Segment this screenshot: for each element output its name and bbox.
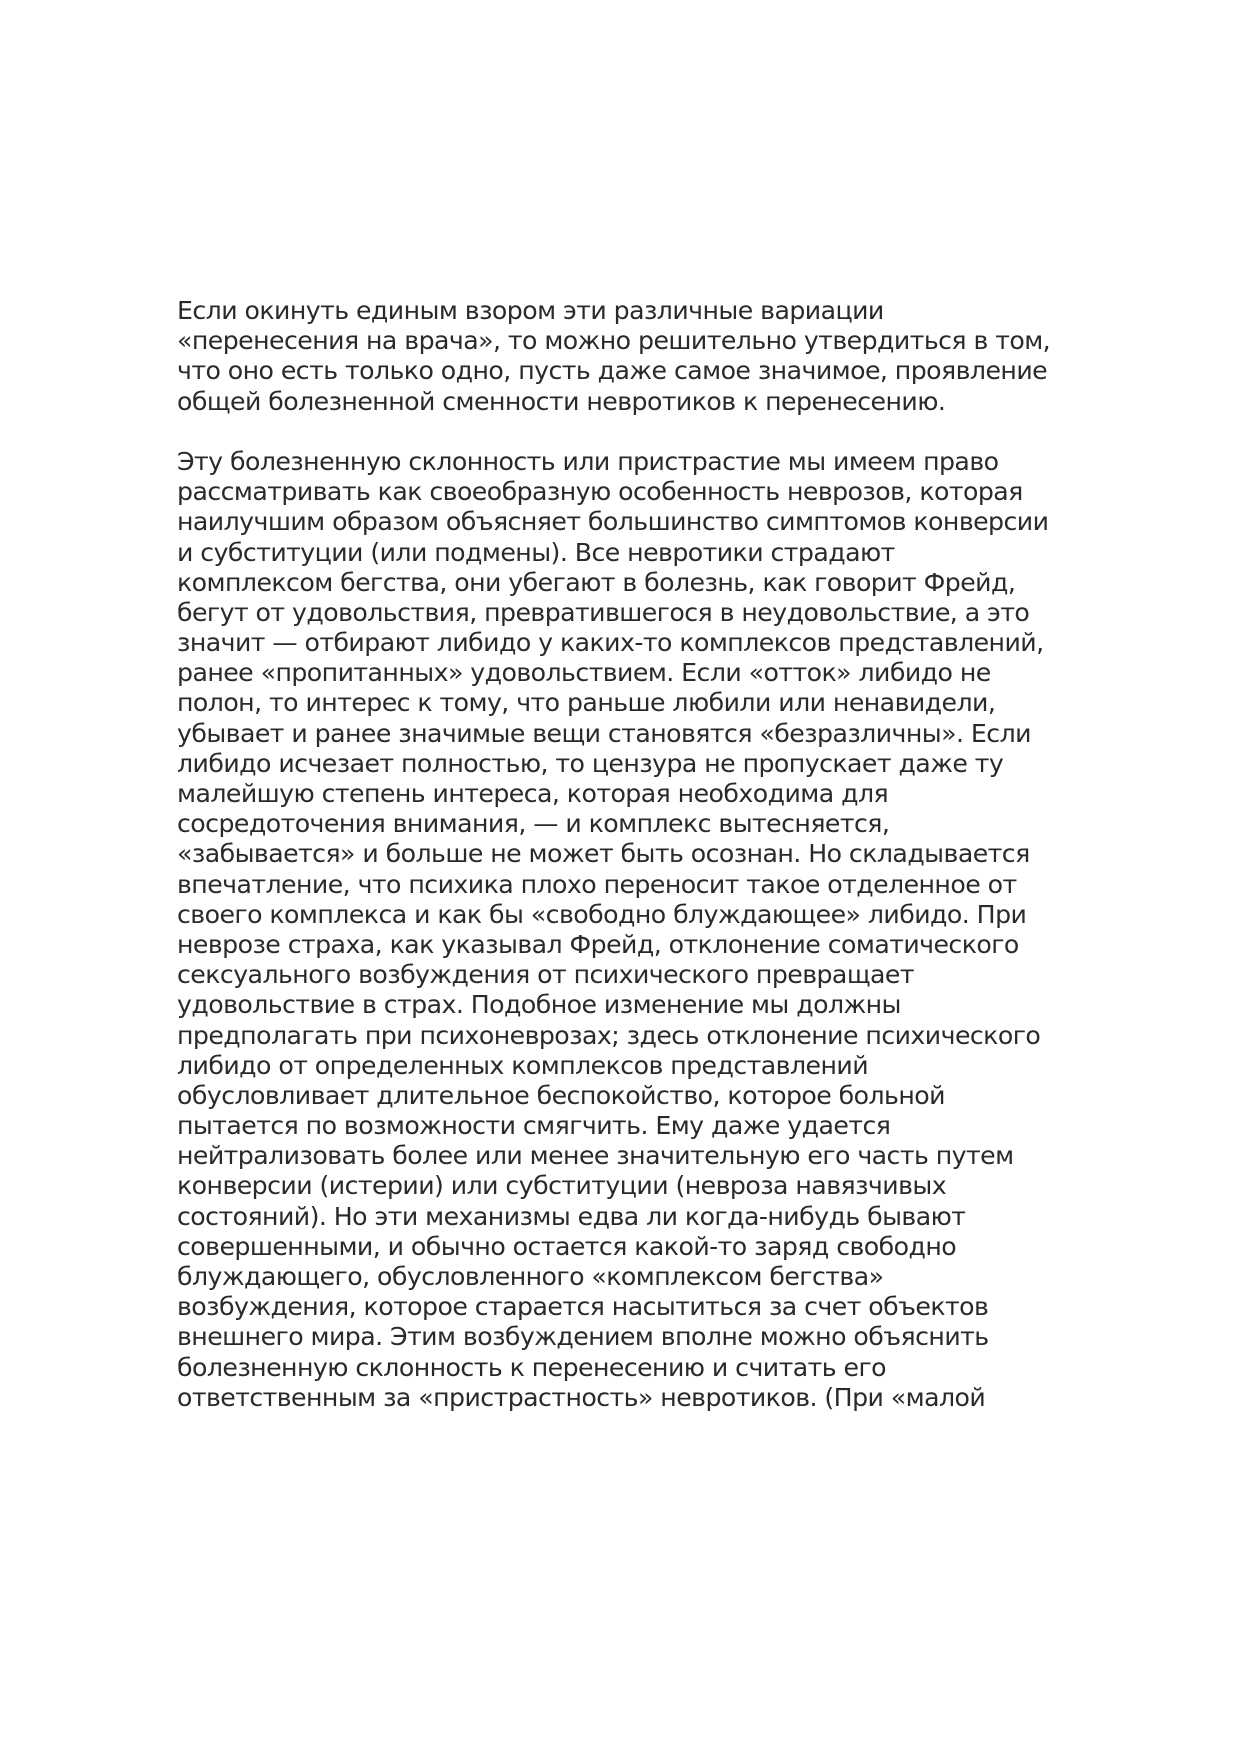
text-line: убывает и ранее значимые вещи становятся «безразличны». Если <box>177 718 1031 748</box>
text-line: удовольствие в страх. Подобное изменение мы должны <box>177 990 901 1020</box>
paragraph-1 <box>177 296 1077 417</box>
text-line: Если окинуть единым взором эти различные вариации <box>177 296 884 325</box>
text-line: предполагать при психоневрозах; здесь отклонение психического <box>177 1020 1041 1050</box>
text-line: обусловливает длительное беспокойство, которое больной <box>177 1080 945 1110</box>
text-line: совершенными, и обычно остается какой-то заряд свободно <box>177 1231 957 1261</box>
text-line: либидо от определенных комплексов представлений <box>177 1050 869 1080</box>
body-text <box>177 296 1077 1413</box>
text-line: возбуждения, которое старается насытиться за счет объектов <box>177 1292 989 1322</box>
text-line: комплексом бегства, они убегают в болезнь, как говорит Фрейд, <box>177 567 1016 597</box>
text-line: внешнего мира. Этим возбуждением вполне можно объяснить <box>177 1322 989 1352</box>
text-line: болезненную склонность к перенесению и считать его <box>177 1352 887 1382</box>
text-line: наилучшим образом объясняет большинство симптомов конверсии <box>177 507 1049 537</box>
text-line: бегут от удовольствия, превратившегося в неудовольствие, а это <box>177 597 1030 627</box>
text-line: сексуального возбуждения от психического превращает <box>177 960 914 990</box>
text-line: полон, то интерес к тому, что раньше любили или ненавидели, <box>177 688 996 718</box>
text-line: малейшую степень интереса, которая необходима для <box>177 779 889 808</box>
text-line: состояний). Но эти механизмы едва ли когда-нибудь бывают <box>177 1201 966 1231</box>
text-line: что оно есть только одно, пусть даже самое значимое, проявление <box>177 356 1048 386</box>
text-line: впечатление, что психика плохо переносит такое отделенное от <box>177 869 1017 899</box>
text-line: либидо исчезает полностью, то цензура не пропускает даже ту <box>177 748 1004 778</box>
text-line: блуждающего, обусловленного «комплексом бегства» <box>177 1262 884 1291</box>
text-line: Эту болезненную склонность или пристрастие мы имеем право <box>177 446 999 476</box>
text-line: нейтрализовать более или менее значительную его часть путем <box>177 1141 1014 1171</box>
text-line: конверсии (истерии) или субституции (невроза навязчивых <box>177 1171 947 1201</box>
paragraph-spacer <box>177 417 1077 447</box>
text-line: ранее «пропитанных» удовольствием. Если «отток» либидо не <box>177 658 991 688</box>
text-line: и субституции (или подмены). Все невротики страдают <box>177 537 895 567</box>
text-line: рассматривать как своеобразную особенность неврозов, которая <box>177 477 1023 507</box>
text-line: ответственным за «пристрастность» невротиков. (При «малой <box>177 1382 986 1412</box>
text-line: значит — отбирают либидо у каких-то комплексов представлений, <box>177 628 1044 658</box>
paragraph-2 <box>177 447 1077 1413</box>
text-line: своего комплекса и как бы «свободно блуждающее» либидо. При <box>177 899 1027 929</box>
text-line: «перенесения на врача», то можно решительно утвердиться в том, <box>177 326 1051 356</box>
text-line: неврозе страха, как указывал Фрейд, отклонение соматического <box>177 929 1019 959</box>
text-line: общей болезненной сменности невротиков к перенесению. <box>177 386 946 416</box>
text-line: пытается по возможности смягчить. Ему даже удается <box>177 1111 891 1141</box>
text-line: «забывается» и больше не может быть осознан. Но складывается <box>177 839 1030 869</box>
text-line: сосредоточения внимания, — и комплекс вытесняется, <box>177 809 890 839</box>
